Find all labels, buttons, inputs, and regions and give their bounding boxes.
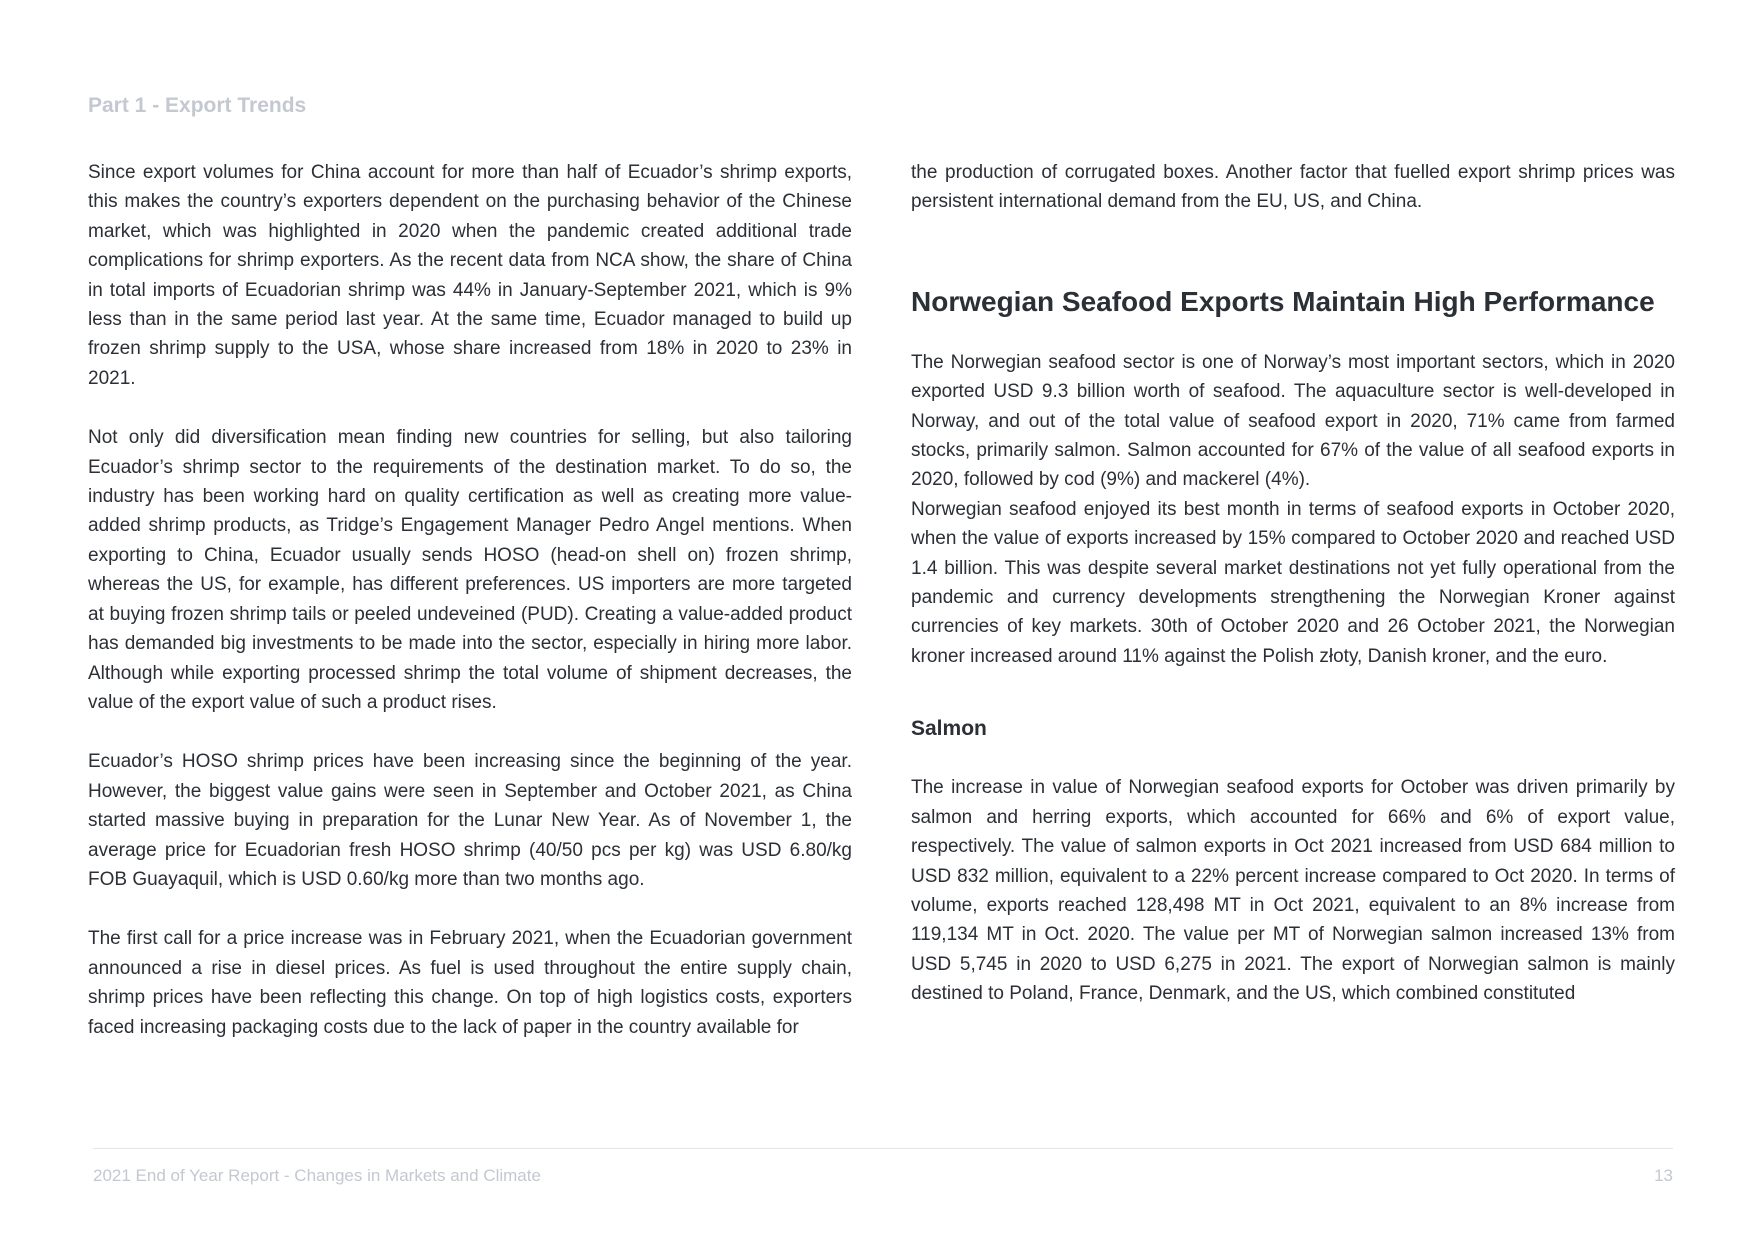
- section-heading: Norwegian Seafood Exports Maintain High Performance: [911, 285, 1655, 317]
- body-paragraph: The first call for a price increase was in February 2021, when the Ecuadorian government announced a rise in diesel prices. As fuel is used throughout the entire supply chain, shrimp prices have been reflecting this change. On top of high logistics costs, exporters faced increasing packaging costs due to the lack of paper in the country available for: [88, 928, 852, 1038]
- subsection-heading: Salmon: [911, 717, 987, 741]
- footer-divider: [93, 1148, 1673, 1149]
- footer-report-title: 2021 End of Year Report - Changes in Markets and Climate: [93, 1166, 541, 1185]
- body-paragraph: Norwegian seafood enjoyed its best month in terms of seafood exports in October 2020, when the value of exports increased by 15% compared to October 2020 and reached USD 1.4 billion. This was despite several market destinations not yet fully operational from the pandemic and currency developments strengthening the Norwegian Kroner against currencies of key markets. 30th of October 2020 and 26 October 2021, the Norwegian kroner increased around 11% against the Polish złoty, Danish kroner, and the euro.: [911, 498, 1675, 667]
- footer-page-number: 13: [1654, 1166, 1673, 1185]
- body-paragraph: Not only did diversification mean finding new countries for selling, but also tailoring Ecuador’s shrimp sector to the requirements of the destination market. To do so, the industry has been working hard on quality certification as well as creating more value-added shrimp products, as Tridge’s Engagement Manager Pedro Angel mentions. When exporting to China, Ecuador usually sends HOSO (head-on shell on) frozen shrimp, whereas the US, for example, has different preferences. US importers are more targeted at buying frozen shrimp tails or peeled undeveined (PUD). Creating a value-added product has demanded big investments to be made into the sector, especially in hiring more labor. Although while exporting processed shrimp the total volume of shipment decreases, the value of the export value of such a product rises.: [88, 427, 852, 713]
- left-column: [88, 158, 852, 1042]
- body-paragraph: Since export volumes for China account for more than half of Ecuador’s shrimp exports, this makes the country’s exporters dependent on the purchasing behavior of the Chinese market, which was highlighted in 2020 when the pandemic created additional trade complications for shrimp exporters. As the recent data from NCA show, the share of China in total imports of Ecuadorian shrimp was 44% in January-September 2021, which is 9% less than in the same period last year. At the same time, Ecuador managed to build up frozen shrimp supply to the USA, whose share increased from 18% in 2020 to 23% in 2021.: [88, 162, 852, 389]
- body-paragraph: The increase in value of Norwegian seafood exports for October was driven primarily by salmon and herring exports, which accounted for 66% and 6% of export value, respectively. The value of salmon exports in Oct 2021 increased from USD 684 million to USD 832 million, equivalent to a 22% percent increase compared to Oct 2020. In terms of volume, exports reached 128,498 MT in Oct 2021, equivalent to an 8% increase from 119,134 MT in Oct. 2020. The value per MT of Norwegian salmon increased 13% from USD 5,745 in 2020 to USD 6,275 in 2021. The export of Norwegian salmon is mainly destined to Poland, France, Denmark, and the US, which combined constituted: [911, 777, 1675, 1005]
- body-paragraph-continuation: the production of corrugated boxes. Another factor that fuelled export shrimp prices was persistent international demand from the EU, US, and China.: [911, 162, 1675, 213]
- body-paragraph: Ecuador’s HOSO shrimp prices have been increasing since the beginning of the year. However, the biggest value gains were seen in September and October 2021, as China started massive buying in preparation for the Lunar New Year. As of November 1, the average price for Ecuadorian fresh HOSO shrimp (40/50 pcs per kg) was USD 6.80/kg FOB Guayaquil, which is USD 0.60/kg more than two months ago.: [88, 751, 852, 890]
- right-column: [911, 158, 1675, 1009]
- page-section-label: Part 1 - Export Trends: [88, 94, 307, 117]
- body-paragraph: The Norwegian seafood sector is one of Norway’s most important sectors, which in 2020 exported USD 9.3 billion worth of seafood. The aquaculture sector is well-developed in Norway, and out of the total value of seafood export in 2020, 71% came from farmed stocks, primarily salmon. Salmon accounted for 67% of the value of all seafood exports in 2020, followed by cod (9%) and mackerel (4%).: [911, 351, 1675, 491]
